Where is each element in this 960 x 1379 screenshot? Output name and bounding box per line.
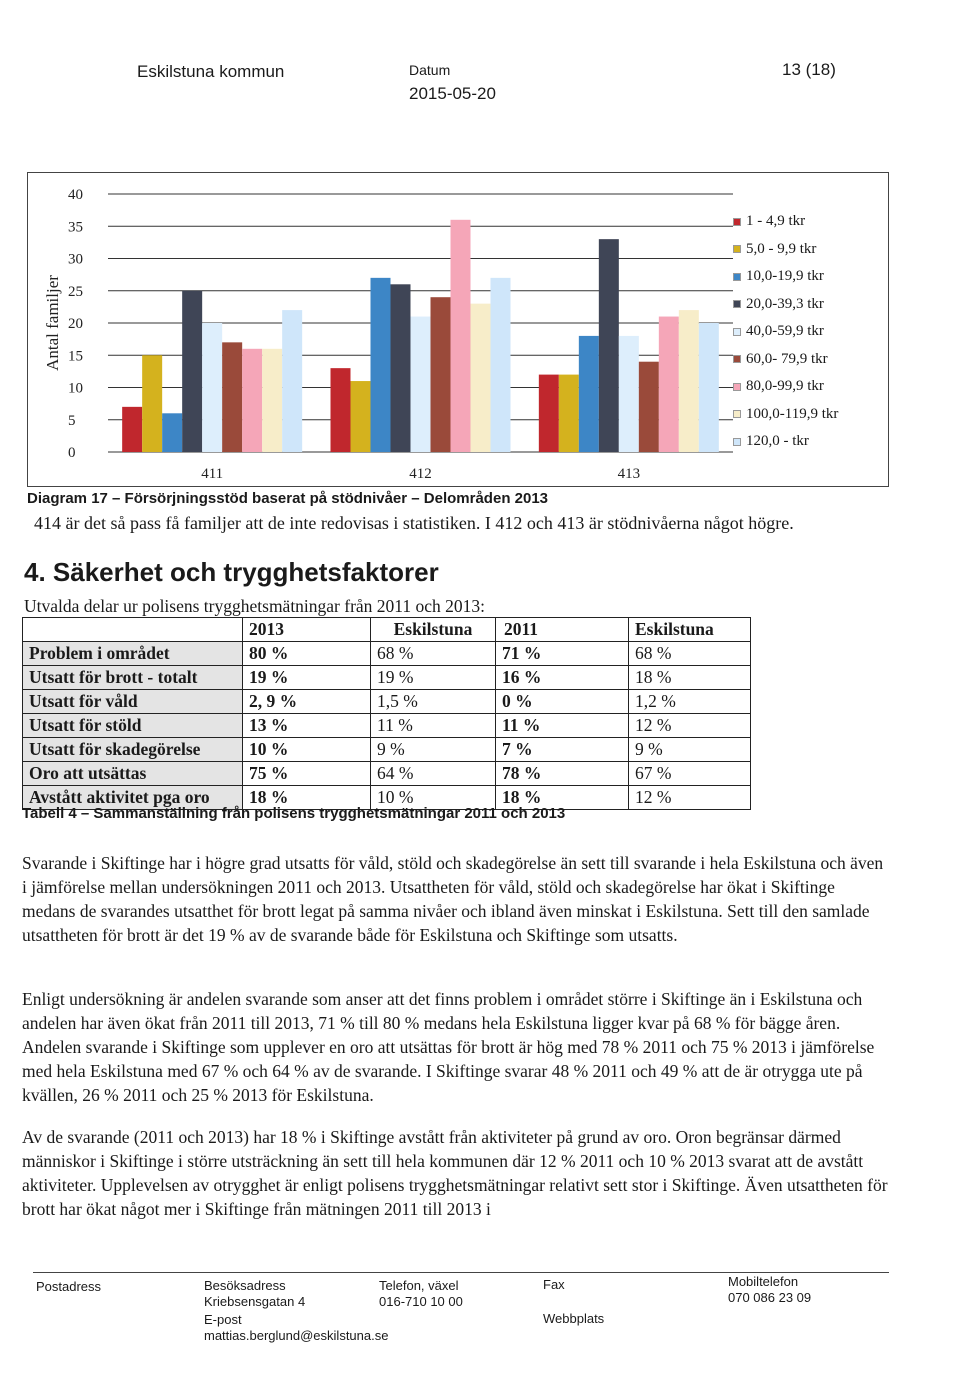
footer-mobil-label: Mobiltelefon (728, 1274, 799, 1289)
y-tick-label: 35 (68, 219, 83, 236)
legend-swatch (733, 410, 741, 418)
bar (371, 278, 391, 452)
legend-label: 1 - 4,9 tkr (746, 213, 806, 230)
table-cell: 71 % (496, 642, 629, 666)
row-label: Utsatt för stöld (23, 714, 243, 738)
legend-swatch (733, 328, 741, 336)
legend-item (733, 346, 838, 374)
legend-item (733, 401, 838, 429)
table-cell: 13 % (243, 714, 371, 738)
table-cell: 68 % (371, 642, 496, 666)
table-cell: 9 % (629, 738, 751, 762)
body-paragraph: Enligt undersökning är andelen svarande som anser att det finns problem i området större i Skiftinge än i Eskilstuna och andelen har även ökat från 2011 till 2013, 71 % till 80 % medans hela Eskilstuna ligger kvar på 68 % för bägge åren. Andelen svarande i Skiftinge som upplever en oro att utsättas för brott är hög med 78 % 2011 och 75 % 2013 i jämförelse med hela Eskilstuna med 67 % och 64 % av de svarande. I Skiftinge svarar 48 % 2011 och 49 % att de är otrygga ute på kvällen, 26 % 2011 och 25 % 2013 för Eskilstuna. (22, 989, 875, 1105)
legend-swatch (733, 218, 741, 226)
table-cell: 10 % (371, 786, 496, 810)
bar (331, 368, 351, 452)
table-cell: 10 % (243, 738, 371, 762)
bar (182, 291, 202, 452)
table-cell: 11 % (371, 714, 496, 738)
legend-swatch (733, 300, 741, 308)
table-cell: 12 % (629, 714, 751, 738)
table-cell: 80 % (243, 642, 371, 666)
table-row (23, 738, 751, 762)
table-row (23, 642, 751, 666)
footer-telefon: 016-710 10 00 (379, 1294, 463, 1309)
legend-label: 120,0 - tkr (746, 433, 809, 450)
row-label: Utsatt för våld (23, 690, 243, 714)
legend-swatch (733, 245, 741, 253)
bar (539, 375, 559, 452)
footer-besoksadress-label: Besöksadress (204, 1278, 286, 1293)
bar (679, 310, 699, 452)
legend-label: 100,0-119,9 tkr (746, 405, 839, 422)
table-cell: 11 % (496, 714, 629, 738)
y-tick-label: 0 (68, 445, 76, 461)
table-cell: 67 % (629, 762, 751, 786)
legend-label: 10,0-19,9 tkr (746, 268, 824, 285)
table-cell: 7 % (496, 738, 629, 762)
legend-swatch (733, 355, 741, 363)
bar (451, 220, 471, 452)
y-tick-label: 20 (68, 316, 83, 332)
table-cell: 2, 9 % (243, 690, 371, 714)
page-number: 13 (18) (782, 60, 836, 79)
table-header-row (23, 618, 751, 642)
legend-label: 40,0-59,9 tkr (746, 323, 824, 340)
table-header-cell: Eskilstuna (371, 618, 496, 642)
bar (411, 317, 431, 452)
table-cell: 18 % (629, 666, 751, 690)
bar (599, 239, 619, 452)
y-tick-label: 5 (68, 412, 76, 429)
legend-label: 80,0-99,9 tkr (746, 378, 824, 395)
y-tick-label: 25 (68, 283, 83, 300)
document-date: 2015-05-20 (409, 84, 496, 103)
table-header-cell: Eskilstuna (629, 618, 751, 642)
bar (391, 284, 411, 452)
bar (659, 317, 679, 452)
table-header-cell (23, 618, 243, 642)
table-row (23, 666, 751, 690)
row-label: Avstått aktivitet pga oro (23, 786, 243, 810)
diagram-caption: Diagram 17 – Försörjningsstöd baserat på stödnivåer – Delområden 2013 (27, 490, 549, 507)
body-paragraph: Svarande i Skiftinge har i högre grad utsatts för våld, stöld och skadegörelse än sett till svarande i hela Eskilstuna och även i jämförelse mellan undersökningen 2011 och 2013. Utsattheten för våld, stöld och skadegörelse har ökat i Skiftinge medans de svarandes utsatthet för brott legat på samma nivåer och ibland även minskat i Eskilstuna. Sett till den samlade utsattheten för brott är det 19 % av de svarande både för Eskilstuna och Skiftinge som utsatts. (22, 853, 884, 945)
bar (431, 297, 451, 452)
y-tick-label: 40 (68, 187, 83, 203)
table-cell: 68 % (629, 642, 751, 666)
bar (262, 349, 282, 452)
bar (639, 362, 659, 452)
date-label: Datum (409, 62, 451, 78)
row-label: Utsatt för brott - totalt (23, 666, 243, 690)
bar (699, 323, 719, 452)
legend-label: 20,0-39,3 tkr (746, 295, 824, 312)
y-axis-label: Antal familjer (43, 275, 62, 371)
table-row (23, 762, 751, 786)
table-cell: 19 % (243, 666, 371, 690)
body-paragraph: Av de svarande (2011 och 2013) har 18 % i Skiftinge avstått från aktiviteter på grund av oro. Oron begränsar därmed människor i Skiftinge i större utsträckning än sett till hela kommunen där 12 % 2011 och 10 % 2013 svarat att de avstått aktiviteter. Upplevelsen av otrygghet är enligt polisens trygghetsmätningar relativt sett stor i Skiftinge. Även utsattheten för brott har ökat något mer i Skiftinge från mätningen 2011 till 2013 i (22, 1127, 888, 1219)
bar (222, 342, 242, 452)
bar (351, 381, 371, 452)
table-caption: Tabell 4 – Sammanställning från polisens trygghetsmätningar 2011 och 2013 (22, 805, 566, 822)
table-cell: 12 % (629, 786, 751, 810)
table-cell: 75 % (243, 762, 371, 786)
x-tick-label: 411 (201, 466, 224, 482)
legend-swatch (733, 438, 741, 446)
safety-stats-table (22, 617, 751, 810)
bar (579, 336, 599, 452)
legend-item (733, 263, 838, 291)
footer-mobil: 070 086 23 09 (728, 1290, 812, 1305)
bar (142, 355, 162, 452)
legend-item (733, 428, 838, 456)
bar (471, 304, 491, 452)
organization-name: Eskilstuna kommun (137, 62, 285, 81)
legend-swatch (733, 383, 741, 391)
legend-label: 5,0 - 9,9 tkr (746, 240, 817, 257)
row-label: Oro att utsättas (23, 762, 243, 786)
table-cell: 1,2 % (629, 690, 751, 714)
table-row (23, 690, 751, 714)
y-tick-label: 15 (68, 348, 83, 365)
table-cell: 1,5 % (371, 690, 496, 714)
legend-item (733, 318, 838, 346)
table-header-cell: 2011 (496, 618, 629, 642)
table-cell: 16 % (496, 666, 629, 690)
footer-epost-label: E-post (204, 1312, 242, 1327)
footer-postadress-label: Postadress (36, 1279, 102, 1294)
row-label: Problem i området (23, 642, 243, 666)
diagram-note: 414 är det så pass få familjer att de inte redovisas i statistiken. I 412 och 413 är stödnivåerna något högre. (34, 513, 794, 533)
footer-fax-label: Fax (543, 1277, 565, 1292)
table-intro: Utvalda delar ur polisens trygghetsmätningar från 2011 och 2013: (24, 596, 486, 616)
footer-webbplats-label: Webbplats (543, 1311, 605, 1326)
x-tick-label: 413 (617, 466, 641, 482)
bar (491, 278, 511, 452)
legend-item (733, 236, 838, 264)
table-cell: 18 % (496, 786, 629, 810)
legend-item (733, 373, 838, 401)
table-cell: 64 % (371, 762, 496, 786)
table-header-cell: 2013 (243, 618, 371, 642)
legend-label: 60,0- 79,9 tkr (746, 350, 828, 367)
bar (162, 413, 182, 452)
bar (282, 310, 302, 452)
table-cell: 18 % (243, 786, 371, 810)
legend-item (733, 291, 838, 319)
table-cell: 19 % (371, 666, 496, 690)
table-cell: 9 % (371, 738, 496, 762)
bar (202, 323, 222, 452)
y-tick-label: 30 (68, 251, 83, 268)
table-cell: 78 % (496, 762, 629, 786)
row-label: Utsatt för skadegörelse (23, 738, 243, 762)
table-cell: 0 % (496, 690, 629, 714)
bar (122, 407, 142, 452)
bar (242, 349, 262, 452)
table-row (23, 714, 751, 738)
bar (619, 336, 639, 452)
footer-besoksadress: Kriebsensgatan 4 (204, 1294, 306, 1309)
section-title: 4. Säkerhet och trygghetsfaktorer (24, 557, 439, 587)
chart-legend (733, 208, 838, 456)
footer-telefon-label: Telefon, växel (379, 1278, 459, 1293)
legend-swatch (733, 273, 741, 281)
footer-epost: mattias.berglund@eskilstuna.se (204, 1328, 389, 1343)
bar (559, 375, 579, 452)
x-tick-label: 412 (409, 466, 432, 482)
legend-item (733, 208, 838, 236)
y-tick-label: 10 (68, 380, 83, 397)
